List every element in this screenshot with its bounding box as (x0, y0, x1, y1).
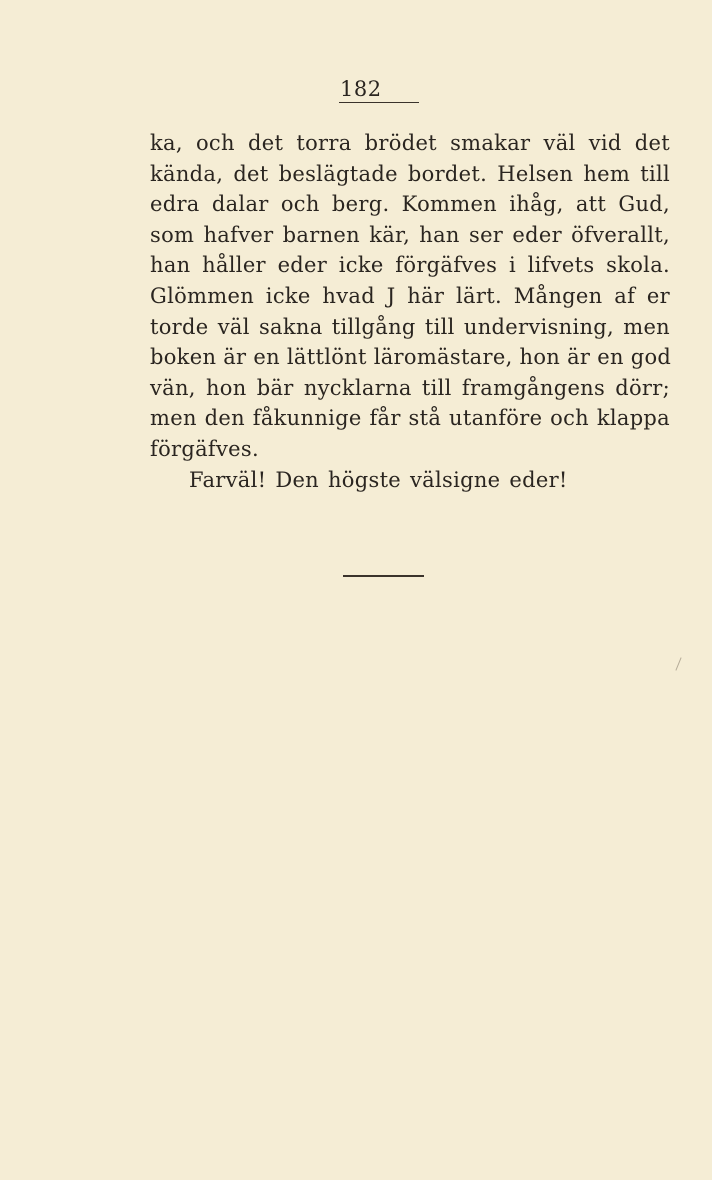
text-line: edra dalar och berg. Kommen ihåg, att Gud, (150, 192, 670, 217)
text-line: men den fåkunnige får stå utanföre och klappa (150, 406, 670, 431)
text-line: Glömmen icke hvad J här lärt. Mången af er (150, 283, 670, 308)
text-line: torde väl sakna tillgång till undervisning, men (150, 314, 670, 339)
text-line: han håller eder icke förgäfves i lifvets skola. (150, 253, 670, 278)
text-line: boken är en lättlönt läromästare, hon är en god (150, 345, 672, 370)
closing-line: Farväl! Den högste välsigne eder! (189, 467, 568, 492)
paper-mark (675, 657, 681, 670)
text-line: ka, och det torra brödet smakar väl vid det (150, 131, 670, 155)
text-line: förgäfves. (150, 436, 259, 461)
text-line: som hafver barnen kär, han ser eder öfverallt, (150, 222, 670, 247)
page-number-underline (339, 102, 419, 103)
end-rule (343, 575, 424, 577)
body-text (150, 128, 670, 495)
text-line: kända, det beslägtade bordet. Helsen hem till (150, 161, 670, 186)
page-number: 182 (340, 77, 382, 101)
text-line: vän, hon bär nycklarna till framgångens dörr; (150, 375, 670, 400)
